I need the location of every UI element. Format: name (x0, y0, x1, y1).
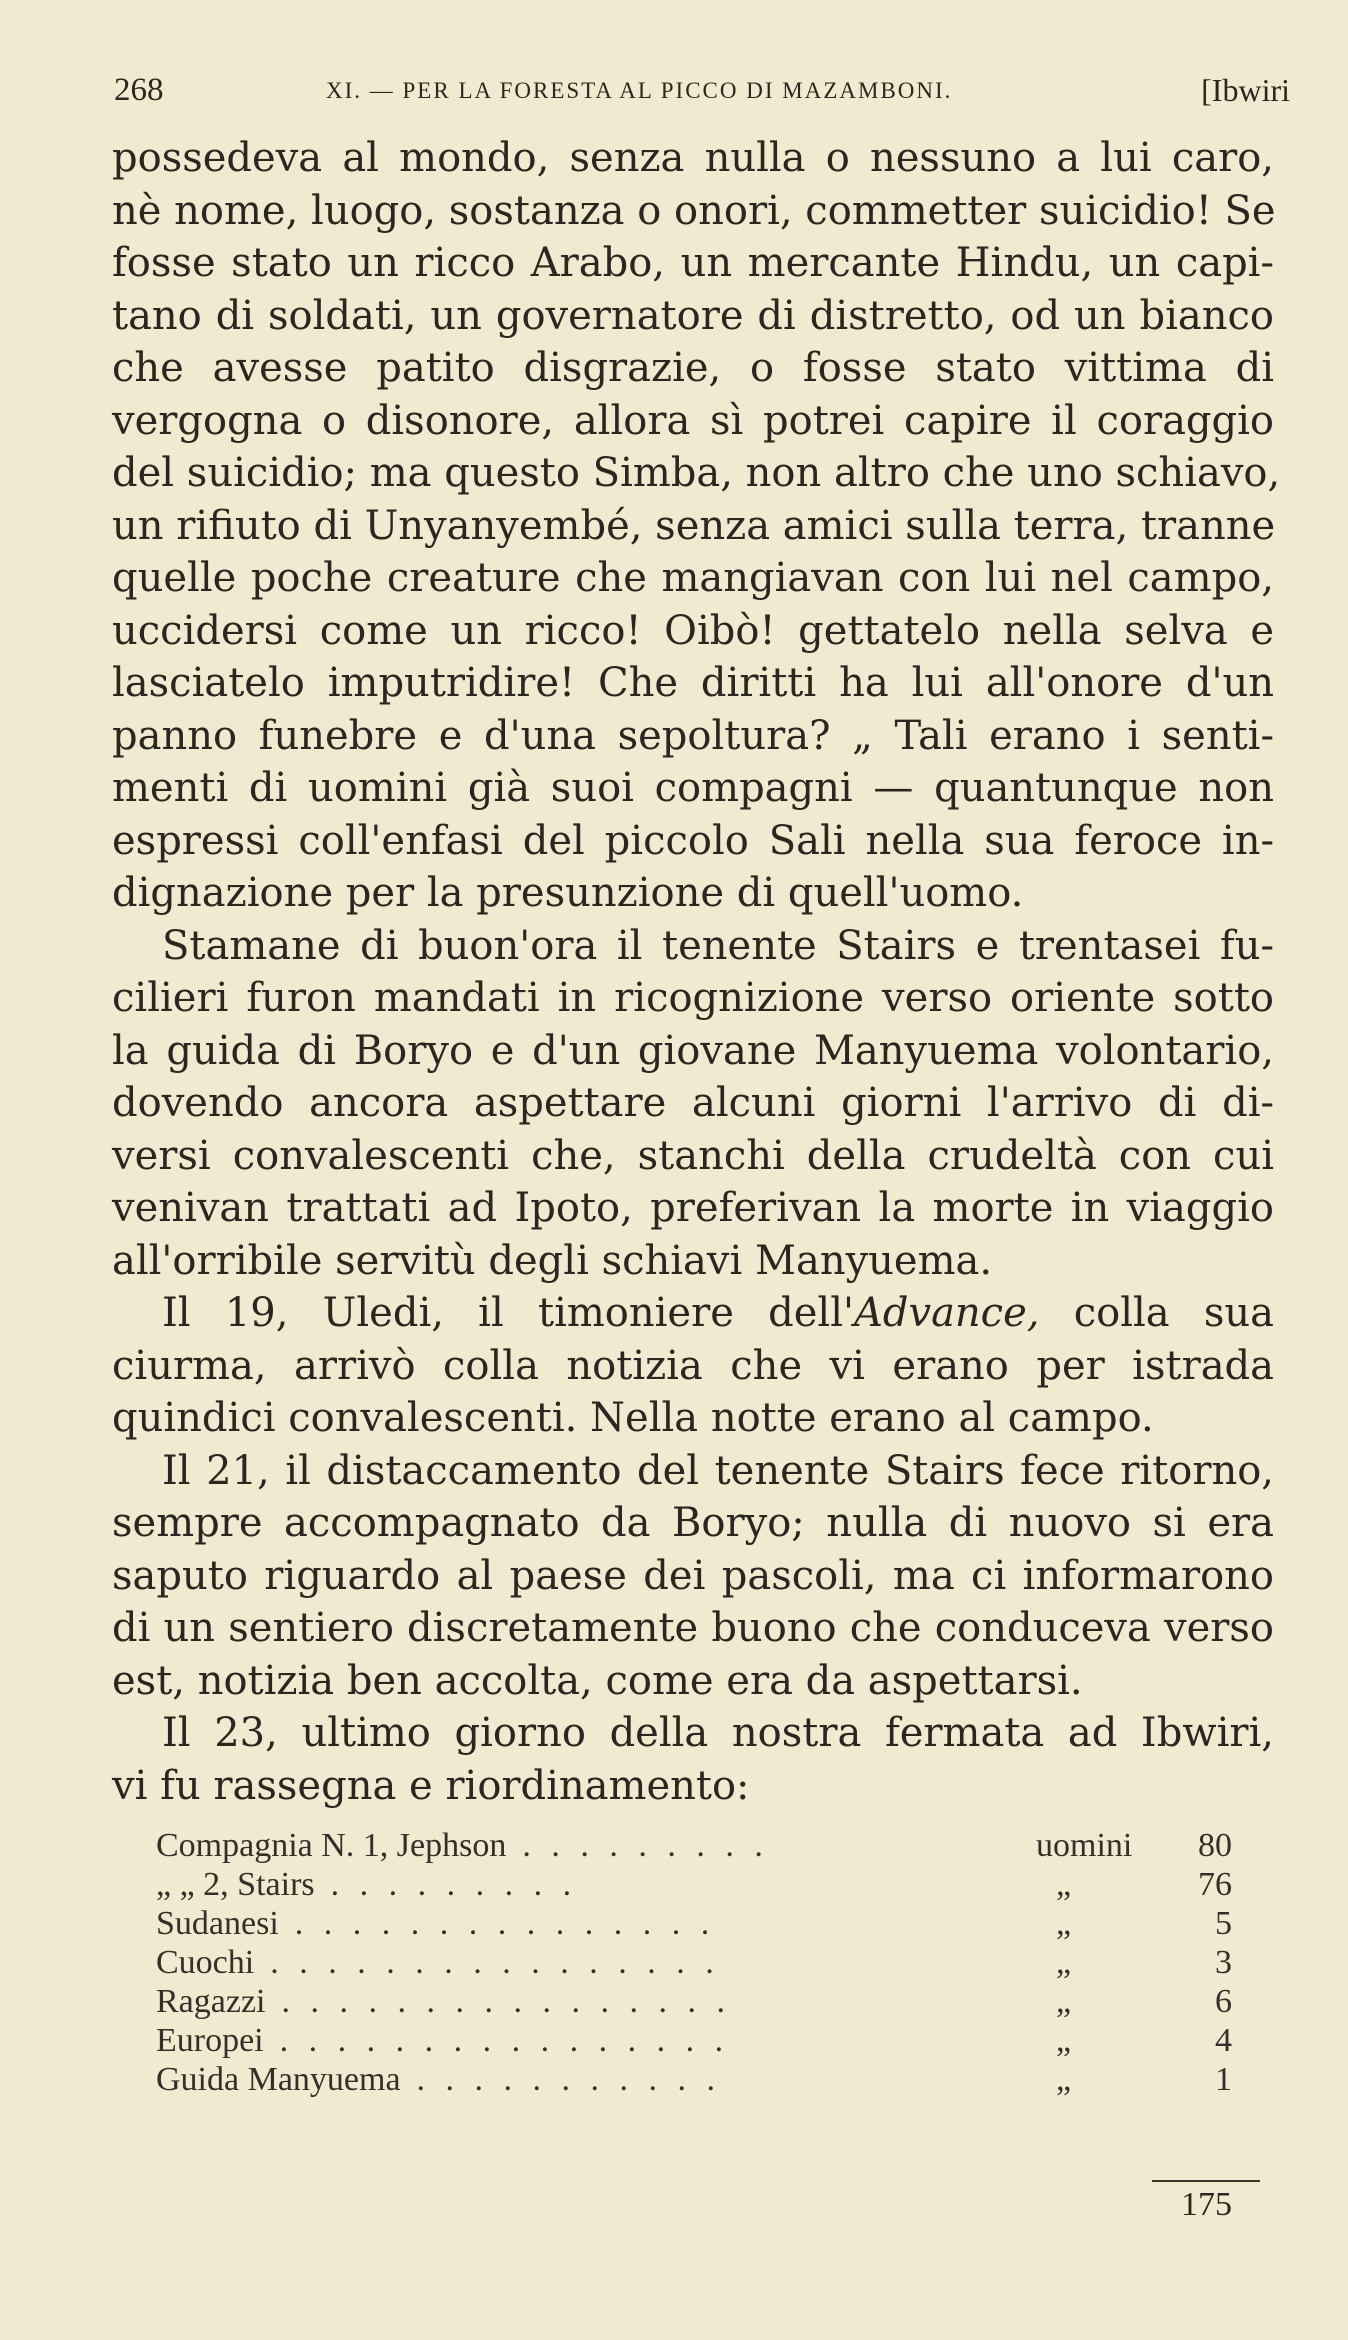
text-line: espressi coll'enfasi del piccolo Sali nella sua feroce in- (112, 817, 1274, 864)
total-rule (1152, 2180, 1260, 2182)
text-line: nè nome, luogo, sostanza o onori, commetter suicidio! Se (112, 187, 1276, 234)
text-line: est, notizia ben accolta, come era da aspettarsi. (112, 1657, 1083, 1704)
roster-row (156, 2021, 1232, 2060)
roster-label: Cuochi (156, 1944, 255, 1981)
text-line: ciurma, arrivò colla notizia che vi erano per istrada (112, 1342, 1274, 1389)
leader-dots: . . . . . . . . . . . . . . . . (281, 1983, 731, 2020)
text-line: del suicidio; ma questo Simba, non altro che uno schiavo, (112, 450, 1281, 496)
section-marker: [Ibwiri (1201, 72, 1290, 108)
leader-dots: . . . . . . . . . . . . . . . . (279, 2022, 730, 2059)
text-line: saputo riguardo al paese dei pascoli, ma ci informarono (112, 1552, 1274, 1599)
text-line: cilieri furon mandati in ricognizione verso oriente sotto (112, 975, 1274, 1021)
text-line: che avesse patito disgrazie, o fosse stato vittima di (112, 345, 1274, 391)
text-line: la guida di Boryo e d'un giovane Manyuema volontario, (112, 1027, 1274, 1074)
roster-value: 1 (1215, 2061, 1232, 2098)
roster-unit: „ (1056, 1944, 1072, 1981)
text-line: uccidersi come un ricco! Oibò! gettatelo nella selva e (112, 607, 1274, 654)
text-line: possedeva al mondo, senza nulla o nessuno a lui caro, (112, 135, 1274, 181)
text-line: dignazione per la presunzione di quell'uomo. (112, 870, 1024, 916)
text-line: un rifiuto di Unyanyembé, senza amici sulla terra, tranne (112, 502, 1276, 549)
page-number: 268 (114, 72, 164, 108)
roster-value: 76 (1198, 1866, 1232, 1903)
roster-value: 3 (1215, 1944, 1232, 1981)
body-text (112, 132, 1281, 1812)
roster-value: 5 (1215, 1905, 1232, 1942)
roster-label: Ragazzi (156, 1983, 266, 2020)
roster-unit: „ (1056, 2022, 1072, 2059)
text-line: sempre accompagnato da Boryo; nulla di nuovo si era (112, 1500, 1274, 1546)
text-line: menti di uomini già suoi compagni — quantunque non (112, 765, 1274, 811)
text-line: dovendo ancora aspettare alcuni giorni l'arrivo di di- (112, 1080, 1274, 1126)
roster-value: 80 (1198, 1827, 1232, 1864)
running-title: XI. — PER LA FORESTA AL PICCO DI MAZAMBONI. (326, 78, 953, 103)
leader-dots: . . . . . . . . . (330, 1866, 578, 1903)
roster-row (156, 1865, 1232, 1904)
roster-value: 6 (1215, 1983, 1232, 2020)
text-line: all'orribile servitù degli schiavi Manyuema. (112, 1237, 993, 1284)
roster-label: Guida Manyuema (156, 2061, 401, 2098)
text-line: panno funebre e d'una sepoltura? „ Tali erano i senti- (112, 712, 1274, 759)
text-line: di un sentiero discretamente buono che conduceva verso (112, 1605, 1274, 1651)
roster-unit: „ (1056, 1983, 1072, 2020)
leader-dots: . . . . . . . . . . . . . . . . (270, 1944, 720, 1981)
roster-table (156, 1826, 1232, 2099)
roster-value: 4 (1215, 2022, 1232, 2059)
text-line: lasciatelo imputridire! Che diritti ha lui all'onore d'un (112, 660, 1274, 706)
roster-unit: „ (1056, 1905, 1072, 1942)
text-line: versi convalescenti che, stanchi della crudeltà con cui (112, 1132, 1274, 1179)
roster-label: „ „ 2, Stairs (156, 1866, 315, 1903)
text-line: quelle poche creature che mangiavan con lui nel campo, (112, 555, 1274, 601)
page-header (114, 72, 1290, 122)
roster-row (156, 1943, 1232, 1982)
text-line: vergogna o disonore, allora sì potrei capire il coraggio (112, 397, 1274, 444)
leader-dots: . . . . . . . . . (522, 1827, 769, 1864)
text-line: Stamane di buon'ora il tenente Stairs e trentasei fu- (162, 922, 1274, 969)
text-line: vi fu rassegna e riordinamento: (112, 1762, 750, 1809)
roster-total: 175 (1181, 2186, 1232, 2223)
leader-dots: . . . . . . . . . . . (416, 2061, 722, 2098)
roster-row (156, 2060, 1232, 2099)
leader-dots: . . . . . . . . . . . . . . . (294, 1905, 716, 1942)
roster-unit: „ (1056, 2061, 1072, 2098)
text-line: Il 19, Uledi, il timoniere dell'Advance, colla sua (162, 1290, 1274, 1336)
roster-row (156, 1826, 1232, 1865)
text-line: tano di soldati, un governatore di distretto, od un bianco (112, 292, 1274, 339)
roster-unit: „ (1056, 1866, 1072, 1903)
italic-ship-name: Advance, (853, 1290, 1040, 1336)
roster-label: Compagnia N. 1, Jephson (156, 1827, 507, 1864)
text-line: quindici convalescenti. Nella notte erano al campo. (112, 1395, 1154, 1441)
text-line: fosse stato un ricco Arabo, un mercante Hindu, un capi- (112, 240, 1274, 286)
roster-label: Sudanesi (156, 1905, 279, 1942)
roster-unit: uomini (1036, 1827, 1133, 1864)
text-line: Il 21, il distaccamento del tenente Stairs fece ritorno, (162, 1447, 1274, 1494)
roster-label: Europei (156, 2022, 264, 2059)
text-line: Il 23, ultimo giorno della nostra fermata ad Ibwiri, (162, 1710, 1274, 1756)
text-line: venivan trattati ad Ipoto, preferivan la morte in viaggio (112, 1185, 1274, 1231)
roster-row (156, 1982, 1232, 2021)
roster-row (156, 1904, 1232, 1943)
